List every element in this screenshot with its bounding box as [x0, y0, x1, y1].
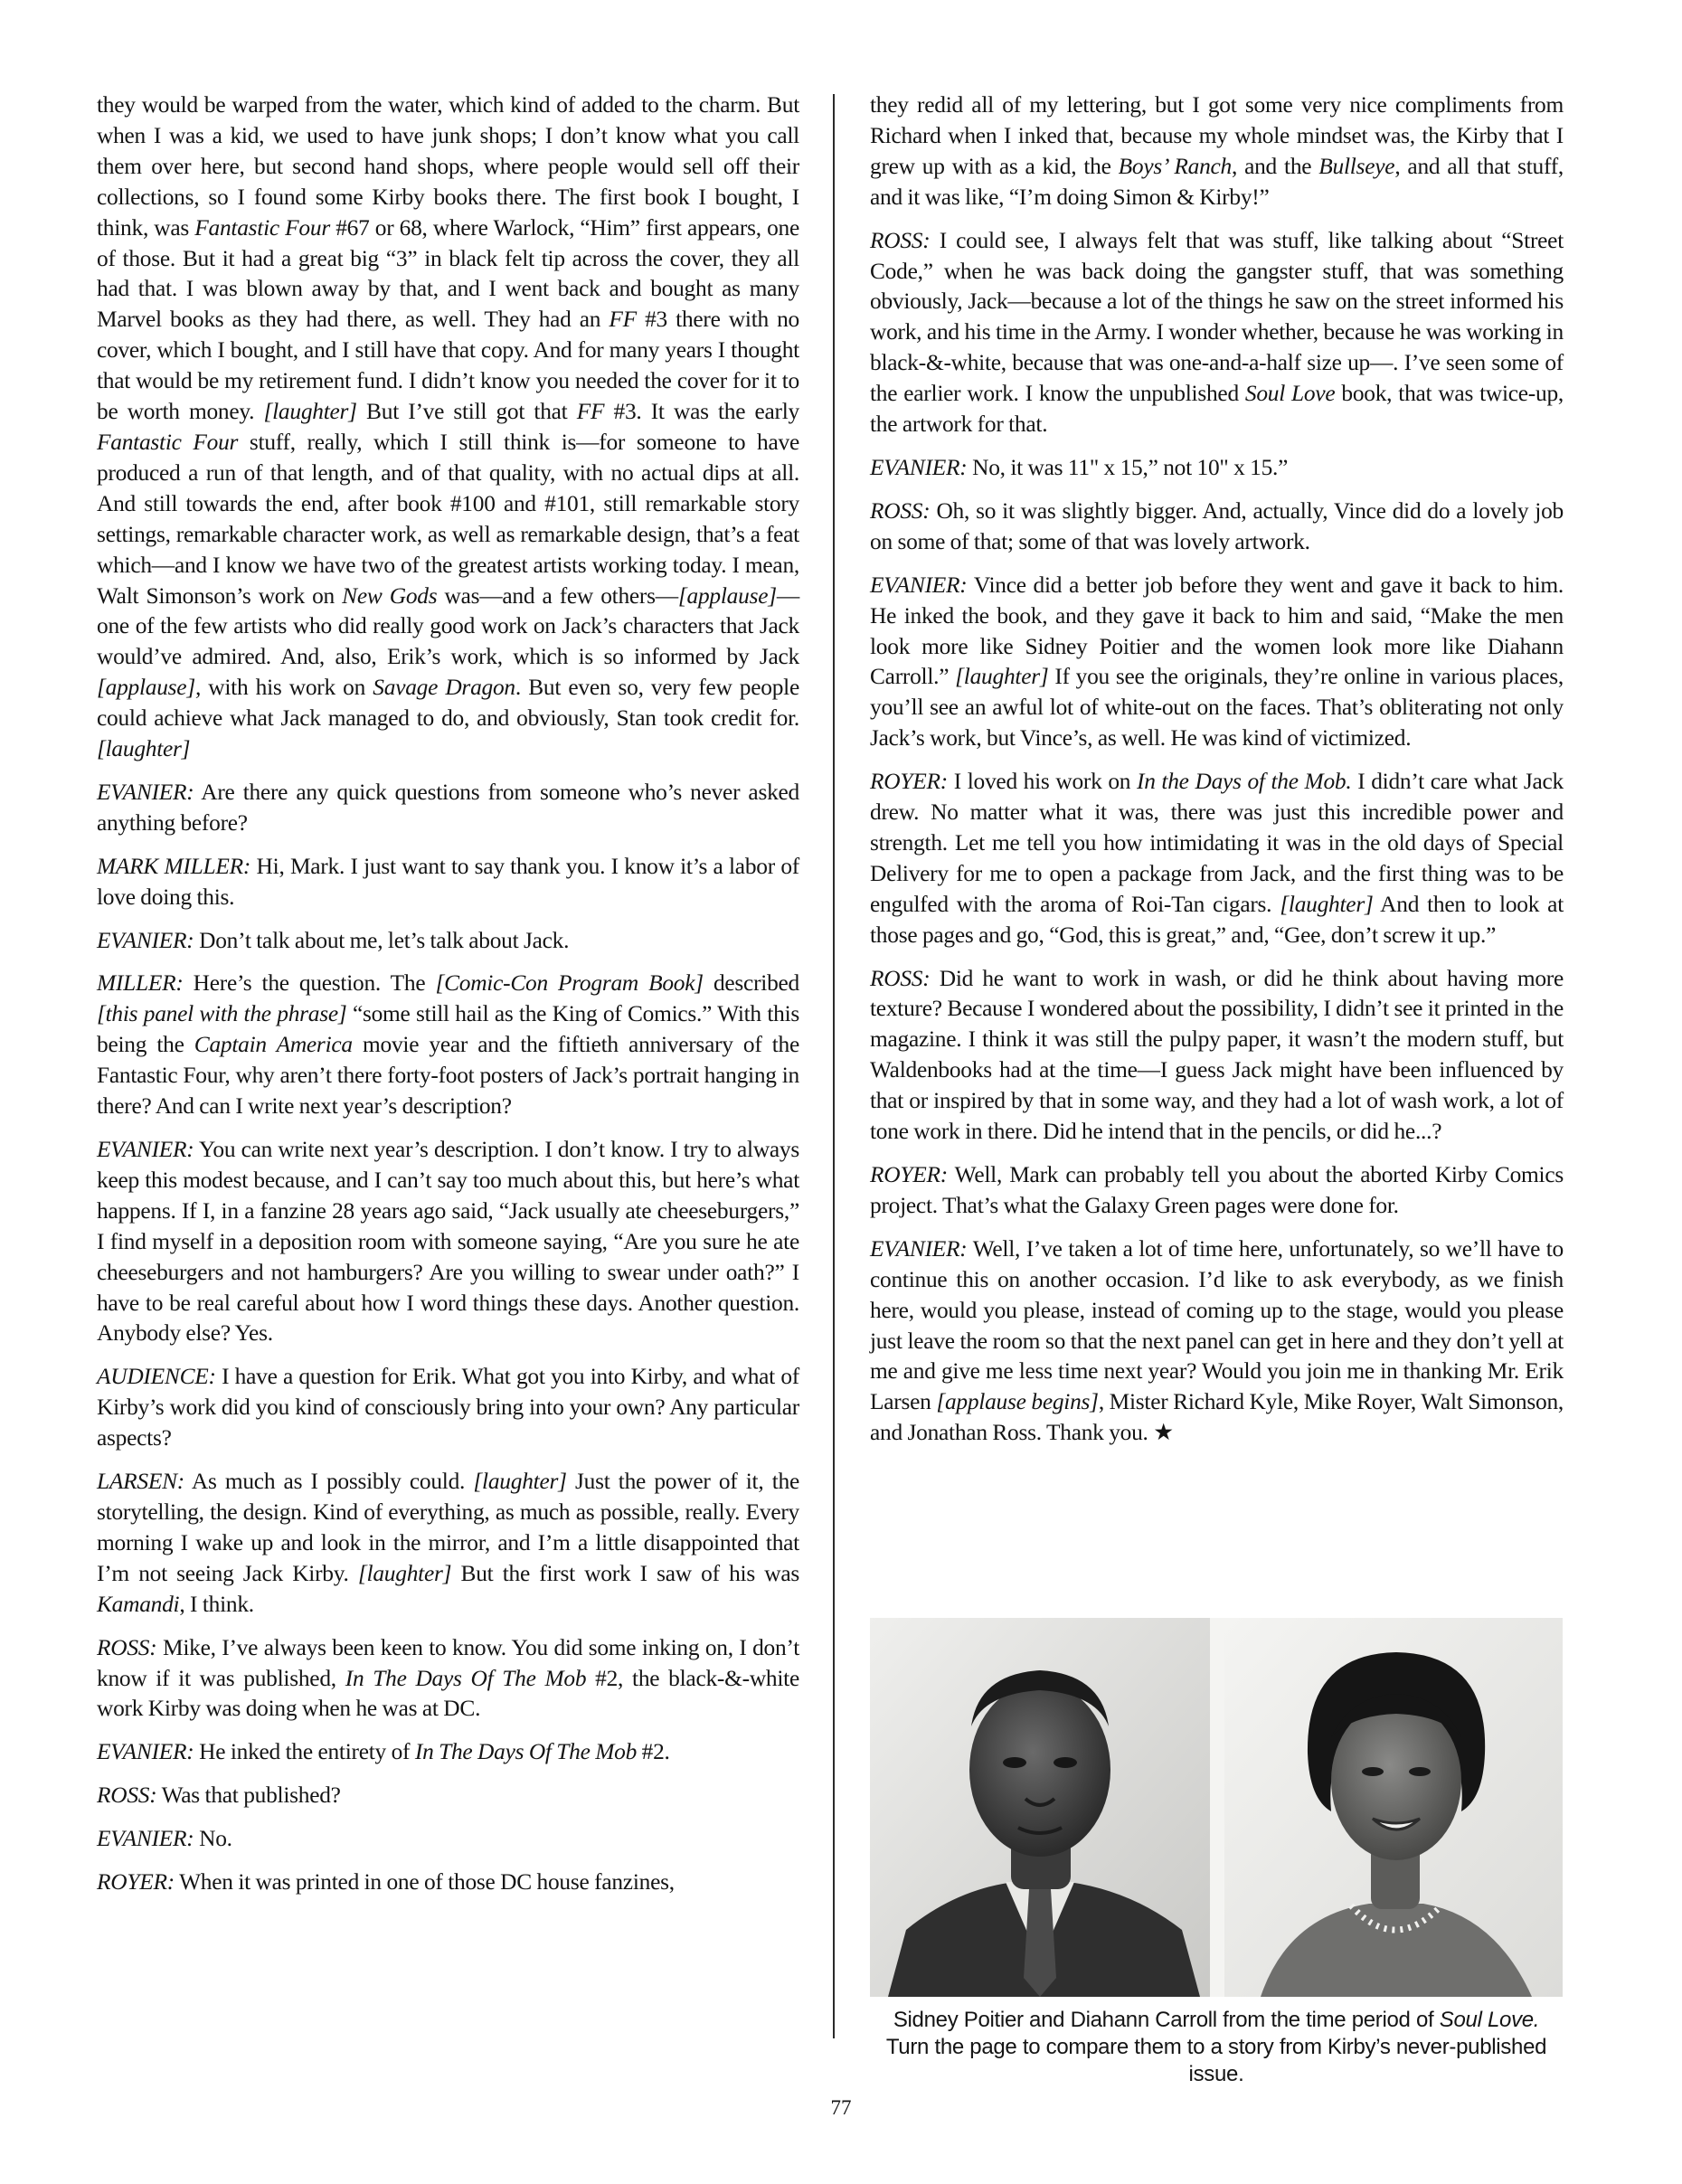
caption-rest: Turn the page to compare them to a story from Kirby’s never-published issue.: [885, 2035, 1547, 2086]
speaker-label: ROYER:: [97, 1869, 175, 1896]
paragraph: [97, 1467, 799, 1621]
speaker-label: EVANIER:: [97, 1826, 194, 1852]
paragraph-text: I have a question for Erik. What got you into Kirby, and what of Kirby’s work did you kind of consciously bring into your own? Any particular aspects?: [97, 1364, 799, 1451]
paragraph: [870, 964, 1564, 1148]
paragraph-text: I could see, I always felt that was stuff, like talking about “Street Code,” when he was back doing the gangster stuff, that was something obviously, Jack—because a lot of the things he saw on the street informed his work, and his time in the Army. I wonder whether, because he was working in black-&-white, because that was one-and-a-half size up—. I’ve seen some of the earlier work. I know the unpublished Soul Love book, that was twice-up, the artwork for that.: [870, 227, 1564, 438]
paragraph: [97, 1633, 799, 1725]
paragraph: [97, 1824, 799, 1855]
caption-title: Soul Love.: [1439, 2008, 1540, 2032]
paragraph: [97, 926, 799, 957]
speaker-label: ROSS:: [870, 965, 931, 991]
paragraph: [97, 1135, 799, 1349]
paragraph: [97, 852, 799, 913]
portrait-photo-diahann-carroll: [1224, 1618, 1563, 1997]
paragraph: [870, 1234, 1564, 1449]
paragraph-text: Vince did a better job before they went and gave it back to him. He inked the book, and they gave it back to him and said, “Make the men look more like Sidney Poitier and the women look more like Diahann Carroll.” [laughter] If you see the originals, they’re online in various places, you’ll see an awful lot of white-out on the faces. That’s obliterating not only Jack’s work, but Vince’s, as well. He was kind of victimized.: [870, 572, 1564, 752]
right-text-column: [870, 90, 1564, 1449]
paragraph-text: When it was printed in one of those DC house fanzines,: [179, 1869, 675, 1896]
paragraph-text: Don’t talk about me, let’s talk about Jack.: [199, 927, 570, 953]
paragraph-text: Did he want to work in wash, or did he think about having more texture? Because I wondered about the possibility, I didn’t see it printed in the magazine. I think it was still the pulpy paper, it wasn’t the modern stuff, but Waldenbooks had at the time—I guess Jack might have been influenced by that or inspired by that in some way, and they had a lot of wash work, a lot of tone work in there. Did he intend that in the pencils, or did he...?: [870, 965, 1564, 1145]
paragraph-text: You can write next year’s description. I don’t know. I try to always keep this modest because, and I can’t say too much about this, but here’s what happens. If I, in a fanzine 28 years ago said, “Jack usually ate cheeseburgers,” I find myself in a deposition room with someone saying, “Are you sure he ate cheeseburgers and not hamburgers? Are you willing to swear under oath?” I have to be real careful about how I word things these days. Another question. Anybody else? Yes.: [97, 1137, 800, 1347]
paragraph-text: Well, I’ve taken a lot of time here, unfortunately, so we’ll have to continue this on another occasion. I’d like to ask everybody, as we finish here, would you please, instead of coming up to the stage, would you please just leave the room so that the next panel can get in here and they don’t yell at me and give me less time next year? Would you join me in thanking Mr. Erik Larsen [applause begins], Mister Richard Kyle, Mike Royer, Walt Simonson, and Jonathan Ross. Thank you. ★: [870, 1235, 1564, 1446]
paragraph-text: No, it was 11" x 15,” not 10" x 15.”: [972, 454, 1289, 480]
paragraph-text: No.: [199, 1826, 232, 1852]
speaker-label: ROSS:: [870, 227, 931, 253]
paragraph-text: Are there any quick questions from someone who’s never asked anything before?: [97, 779, 799, 836]
paragraph-text: they redid all of my lettering, but I got some very nice compliments from Richard when I inked that, because my whole mindset was, the Kirby that I grew up with as a kid, the Boys’ Ranch, and the Bullseye, and all that stuff, and it was like, “I’m doing Simon & Kirby!”: [870, 92, 1564, 210]
paragraph: [870, 496, 1564, 558]
paragraph-text: Oh, so it was slightly bigger. And, actually, Vince did do a lovely job on some of that; some of that was lovely artwork.: [870, 497, 1564, 554]
caption-lead: Sidney Poitier and Diahann Carroll from the time period of: [893, 2008, 1434, 2032]
left-text-column: [97, 90, 799, 1898]
column-divider: [833, 94, 835, 2038]
speaker-label: ROSS:: [870, 497, 931, 524]
paragraph-text: Mike, I’ve always been keen to know. You did some inking on, I don’t know if it was published, In The Days Of The Mob #2, the black-&-white work Kirby was doing when he was at DC.: [97, 1634, 799, 1722]
paragraph-text: Hi, Mark. I just want to say thank you. I know it’s a labor of love doing this.: [97, 853, 799, 910]
speaker-label: EVANIER:: [97, 779, 194, 805]
photo-caption: [870, 2007, 1563, 2088]
paragraph: [870, 453, 1564, 484]
paragraph-text: Was that published?: [161, 1782, 341, 1809]
paragraph: [870, 767, 1564, 950]
paragraph-text: I loved his work on In the Days of the Mob. I didn’t care what Jack drew. No matter what it was, there was just this incredible power and strength. Let me tell you how intimidating it was in the old days of Special Delivery for me to open a package from Jack, and the first thing was to be engulfed with the aroma of Roi-Tan cigars. [laughter] And then to look at those pages and go, “God, this is great,” and, “Gee, don’t screw it up.”: [870, 769, 1564, 948]
speaker-label: EVANIER:: [870, 454, 968, 480]
speaker-label: LARSEN:: [97, 1469, 184, 1495]
speaker-label: EVANIER:: [870, 572, 968, 598]
paragraph-text: Here’s the question. The [Comic-Con Program Book] described [this panel with the phrase] “some still hail as the King of Comics.” With this being the Captain America movie year and the fiftieth anniversary of the Fantastic Four, why aren’t there forty-foot posters of Jack’s portrait hanging in there? And can I write next year’s description?: [97, 970, 800, 1120]
paragraph: [870, 571, 1564, 754]
speaker-label: EVANIER:: [97, 927, 194, 953]
paragraph: [97, 1737, 799, 1768]
portrait-photo-sidney-poitier: [870, 1618, 1210, 1997]
speaker-label: EVANIER:: [870, 1235, 968, 1262]
paragraph-text: He inked the entirety of In The Days Of The Mob #2.: [199, 1739, 670, 1765]
paragraph: [870, 226, 1564, 440]
photo-pair: [870, 1618, 1563, 1997]
speaker-label: MARK MILLER:: [97, 853, 251, 879]
paragraph: [870, 1160, 1564, 1222]
paragraph: [97, 1867, 799, 1898]
paragraph: [97, 1781, 799, 1811]
paragraph-text: As much as I possibly could. [laughter] Just the power of it, the storytelling, the design. Kind of everything, as much as possible, really. Every morning I wake up and look in the mirror, and I’m a little disappointed that I’m not seeing Jack Kirby. [laughter] But the first work I saw of his was Kamandi, I think.: [97, 1469, 799, 1617]
speaker-label: ROYER:: [870, 1162, 948, 1187]
page-number: 77: [830, 2096, 852, 2119]
paragraph: [97, 969, 799, 1122]
speaker-label: EVANIER:: [97, 1739, 194, 1765]
speaker-label: ROSS:: [97, 1782, 157, 1809]
speaker-label: ROYER:: [870, 769, 948, 795]
speaker-label: AUDIENCE:: [97, 1364, 216, 1390]
speaker-label: MILLER:: [97, 970, 184, 997]
paragraph-text: they would be warped from the water, which kind of added to the charm. But when I was a kid, we used to have junk shops; I don’t know what you call them over here, but second hand shops, where people would sell off their collections, so I found some Kirby books there. The first book I bought, I think, was Fantastic Four #67 or 68, where Warlock, “Him” first appears, one of those. But it had a great big “3” in black felt tip across the cover, they all had that. I was blown away by that, and I went back and bought as many Marvel books as they had there, as well. They had an FF #3 there with no cover, which I bought, and I still have that copy. And for many years I thought that would be my retirement fund. I didn’t know you needed the cover for it to be worth money. [laughter] But I’ve still got that FF #3. It was the early Fantastic Four stuff, really, which I still think is—for someone to have produced a run of that length, and of that quality, with no actual dips at all. And still towards the end, after book #100 and #101, still remarkable story settings, remarkable character work, as well as remarkable design, that’s a feat which—and I know we have two of the greatest artists working today. I mean, Walt Simonson’s work on New Gods was—and a few others—[applause]—one of the few artists who did really good work on Jack’s characters that Jack would’ve admired. And, also, Erik’s work, which is so informed by Jack [applause], with his work on Savage Dragon. But even so, very few people could achieve what Jack managed to do, and obviously, Stan took credit for. [laughter]: [97, 92, 799, 762]
paragraph: [97, 778, 799, 839]
paragraph: [870, 90, 1564, 213]
paragraph-text: Well, Mark can probably tell you about the aborted Kirby Comics project. That’s what the Galaxy Green pages were done for.: [870, 1162, 1564, 1218]
speaker-label: ROSS:: [97, 1634, 157, 1660]
speaker-label: EVANIER:: [97, 1137, 194, 1162]
paragraph: [97, 90, 799, 765]
paragraph: [97, 1362, 799, 1454]
